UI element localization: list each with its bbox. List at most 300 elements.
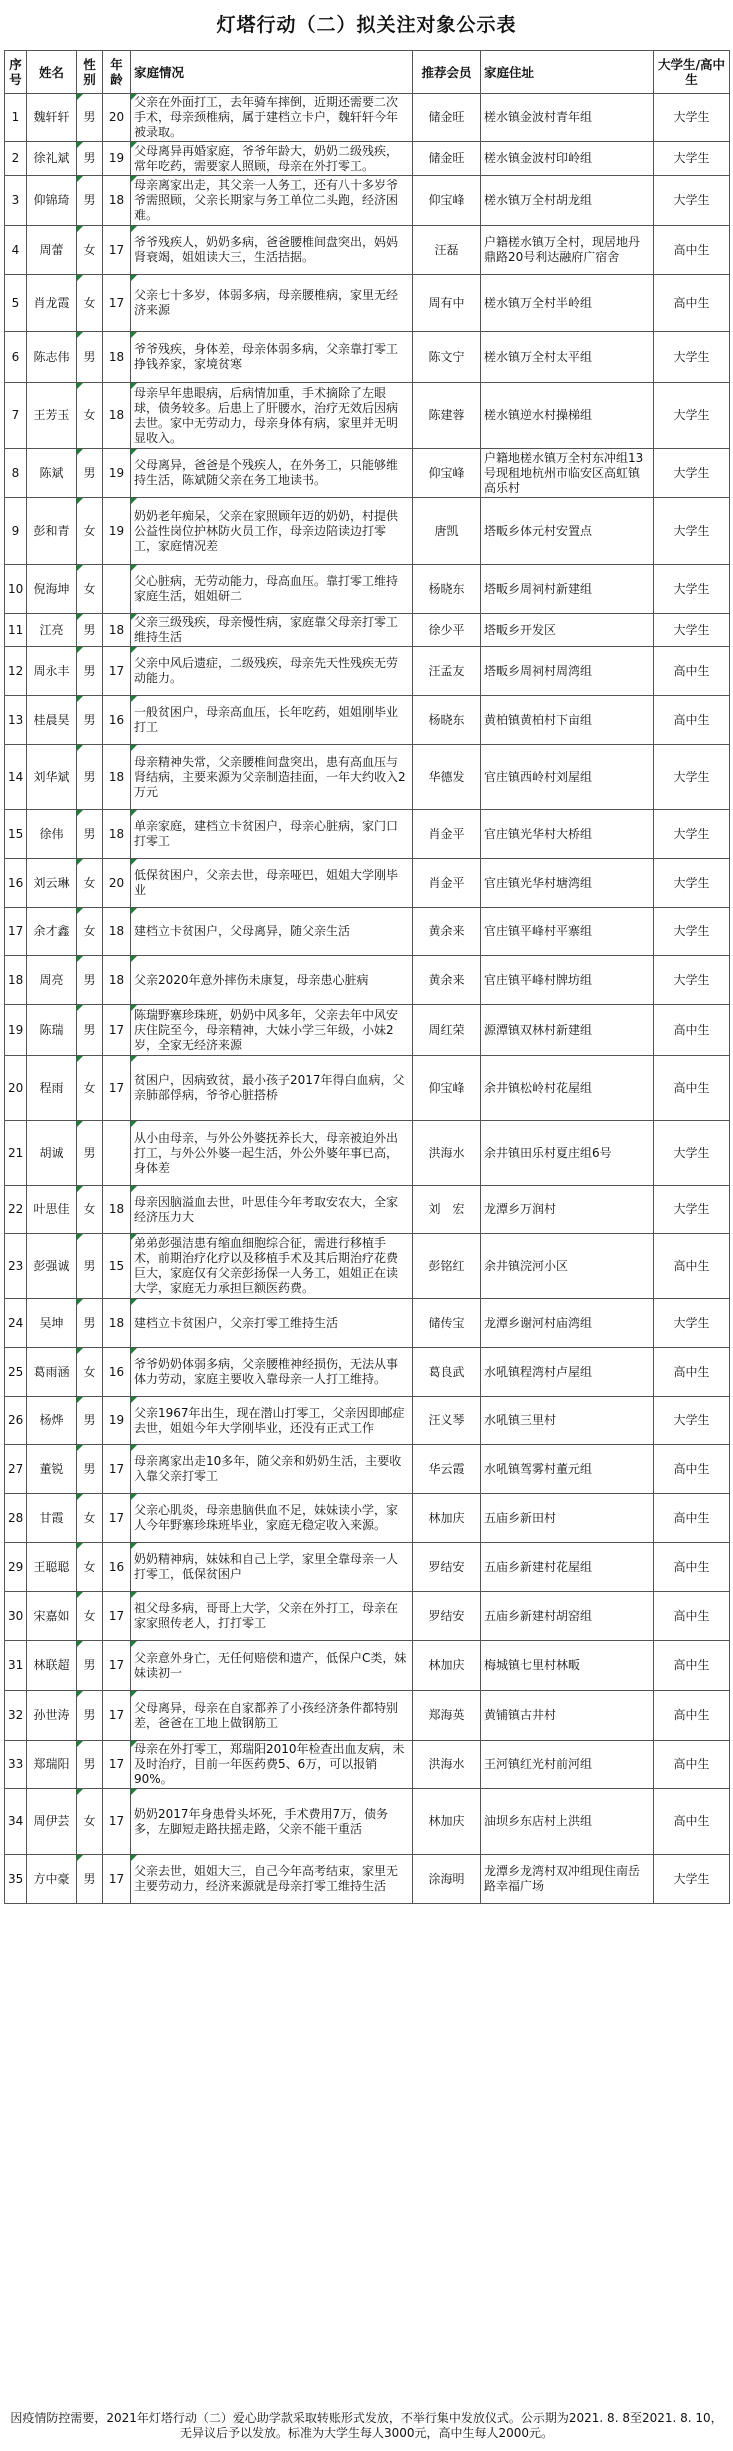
row-no: 17	[5, 908, 27, 956]
row-situation: 单亲家庭，建档立卡贫困户，母亲心脏病，家门口打零工	[131, 810, 413, 859]
row-level: 大学生	[654, 745, 730, 810]
row-age: 17	[103, 1691, 131, 1741]
row-situation: 建档立卡贫困户，父母离异，随父亲生活	[131, 908, 413, 956]
row-level: 大学生	[654, 614, 730, 647]
row-level: 高中生	[654, 1494, 730, 1543]
row-age: 19	[103, 1397, 131, 1445]
table-row	[5, 1494, 730, 1543]
row-gender: 男	[77, 449, 103, 498]
row-situation: 弟弟彭强洁患有缩血细胞综合征，需进行移植手术，前期治疗化疗以及移植手术及其后期治疗花费巨大，家庭仅有父亲彭扬保一人务工，姐姐正在读大学，家庭无力承担巨额医药费。	[131, 1234, 413, 1299]
row-no: 21	[5, 1121, 27, 1186]
row-gender: 女	[77, 226, 103, 275]
row-member: 罗结安	[413, 1592, 481, 1641]
row-age: 18	[103, 176, 131, 226]
row-name: 彭和青	[27, 498, 77, 565]
row-address: 槎水镇金波村青年组	[481, 94, 654, 142]
row-no: 8	[5, 449, 27, 498]
row-address: 余井镇田乐村夏庄组6号	[481, 1121, 654, 1186]
row-situation: 父亲在外面打工，去年骑车摔倒，近期还需要二次手术，母亲颈椎病，属于建档立卡户，魏轩轩今年被录取。	[131, 94, 413, 142]
row-member: 洪海水	[413, 1121, 481, 1186]
row-gender: 男	[77, 1005, 103, 1056]
row-name: 仰锦琦	[27, 176, 77, 226]
row-situation: 父亲2020年意外摔伤未康复，母亲患心脏病	[131, 956, 413, 1005]
row-no: 4	[5, 226, 27, 275]
row-level: 高中生	[654, 696, 730, 745]
row-name: 魏轩轩	[27, 94, 77, 142]
row-name: 周永丰	[27, 647, 77, 696]
row-address: 水吼镇三里村	[481, 1397, 654, 1445]
row-level: 高中生	[654, 275, 730, 332]
row-age: 17	[103, 1592, 131, 1641]
row-age: 18	[103, 956, 131, 1005]
row-no: 7	[5, 383, 27, 449]
row-name: 孙世涛	[27, 1691, 77, 1741]
row-name: 周伊芸	[27, 1789, 77, 1855]
row-situation: 陈瑞野寨珍珠班，奶奶中风多年，父亲去年中风安庆住院至今，母亲精神，大妹小学三年级，小妹2岁，全家无经济来源	[131, 1005, 413, 1056]
row-level: 大学生	[654, 1299, 730, 1348]
table-row	[5, 449, 730, 498]
row-name: 陈瑞	[27, 1005, 77, 1056]
row-no: 3	[5, 176, 27, 226]
row-gender: 女	[77, 1789, 103, 1855]
row-age: 18	[103, 810, 131, 859]
row-gender: 女	[77, 908, 103, 956]
row-name: 倪海坤	[27, 565, 77, 614]
row-member: 仰宝峰	[413, 1056, 481, 1121]
row-no: 16	[5, 859, 27, 908]
row-gender: 女	[77, 565, 103, 614]
table-row	[5, 1691, 730, 1741]
row-member: 储金旺	[413, 142, 481, 176]
row-name: 吴坤	[27, 1299, 77, 1348]
row-member: 周红荣	[413, 1005, 481, 1056]
table-header-row	[5, 51, 730, 94]
table-row	[5, 956, 730, 1005]
row-gender: 男	[77, 1299, 103, 1348]
row-level: 高中生	[654, 647, 730, 696]
row-no: 2	[5, 142, 27, 176]
table-row	[5, 1855, 730, 1904]
row-address: 槎水镇万全村胡龙组	[481, 176, 654, 226]
row-name: 叶思佳	[27, 1186, 77, 1234]
row-age: 18	[103, 332, 131, 383]
header-no: 序号	[5, 51, 27, 94]
table-row	[5, 1299, 730, 1348]
row-address: 龙潭乡龙湾村双冲组现住南岳路幸福广场	[481, 1855, 654, 1904]
row-level: 高中生	[654, 1641, 730, 1691]
row-age: 16	[103, 1543, 131, 1592]
row-gender: 女	[77, 383, 103, 449]
row-member: 林加庆	[413, 1789, 481, 1855]
table-row	[5, 1741, 730, 1789]
row-address: 五庙乡新建村胡窑组	[481, 1592, 654, 1641]
row-address: 槎水镇逆水村操梯组	[481, 383, 654, 449]
table-row	[5, 614, 730, 647]
row-level: 高中生	[654, 1056, 730, 1121]
row-no: 35	[5, 1855, 27, 1904]
row-level: 大学生	[654, 449, 730, 498]
row-member: 杨晓东	[413, 565, 481, 614]
row-member: 陈建蓉	[413, 383, 481, 449]
row-member: 储金旺	[413, 94, 481, 142]
row-gender: 男	[77, 1121, 103, 1186]
row-address: 户籍槎水镇万全村，现居地丹鼎路20号利达融府广宿舍	[481, 226, 654, 275]
row-no: 26	[5, 1397, 27, 1445]
row-level: 高中生	[654, 1445, 730, 1494]
row-level: 大学生	[654, 908, 730, 956]
row-situation: 建档立卡贫困户，父亲打零工维持生活	[131, 1299, 413, 1348]
row-age: 17	[103, 1641, 131, 1691]
row-name: 胡诚	[27, 1121, 77, 1186]
row-level: 高中生	[654, 1348, 730, 1397]
row-name: 王芳玉	[27, 383, 77, 449]
row-level: 大学生	[654, 956, 730, 1005]
row-address: 塔畈乡开发区	[481, 614, 654, 647]
row-age: 17	[103, 275, 131, 332]
row-situation: 奶奶老年痴呆，父亲在家照顾年迈的奶奶，村提供公益性岗位护林防火员工作，母亲边陪读边打零工，家庭情况差	[131, 498, 413, 565]
row-name: 周亮	[27, 956, 77, 1005]
row-member: 汪义琴	[413, 1397, 481, 1445]
row-address: 余井镇浣河小区	[481, 1234, 654, 1299]
header-gender: 性别	[77, 51, 103, 94]
row-gender: 男	[77, 810, 103, 859]
row-age: 18	[103, 908, 131, 956]
row-level: 大学生	[654, 1186, 730, 1234]
row-no: 9	[5, 498, 27, 565]
row-situation: 母亲因脑溢血去世，叶思佳今年考取安农大，全家经济压力大	[131, 1186, 413, 1234]
header-age: 年龄	[103, 51, 131, 94]
row-no: 24	[5, 1299, 27, 1348]
table-row	[5, 810, 730, 859]
table-row	[5, 332, 730, 383]
header-address: 家庭住址	[481, 51, 654, 94]
row-address: 塔畈乡周祠村新建组	[481, 565, 654, 614]
row-member: 储传宝	[413, 1299, 481, 1348]
table-row	[5, 1186, 730, 1234]
row-address: 水吼镇驾雾村董元组	[481, 1445, 654, 1494]
table-row	[5, 383, 730, 449]
row-age: 18	[103, 1299, 131, 1348]
row-age: 16	[103, 1348, 131, 1397]
row-situation: 母亲离家出走，其父亲一人务工，还有八十多岁爷爷需照顾，父亲长期家与务工单位二头跑，经济困难。	[131, 176, 413, 226]
row-member: 刘 宏	[413, 1186, 481, 1234]
row-address: 官庄镇光华村塘湾组	[481, 859, 654, 908]
row-gender: 男	[77, 1397, 103, 1445]
row-name: 徐伟	[27, 810, 77, 859]
row-address: 槎水镇万全村太平组	[481, 332, 654, 383]
page-title: 灯塔行动（二）拟关注对象公示表	[216, 14, 517, 36]
row-no: 14	[5, 745, 27, 810]
row-age: 18	[103, 383, 131, 449]
row-age: 17	[103, 226, 131, 275]
row-age: 16	[103, 696, 131, 745]
row-gender: 男	[77, 1234, 103, 1299]
table-row	[5, 1056, 730, 1121]
row-address: 官庄镇平峰村平寨组	[481, 908, 654, 956]
row-no: 18	[5, 956, 27, 1005]
row-gender: 女	[77, 1186, 103, 1234]
row-age: 20	[103, 859, 131, 908]
row-name: 王聪聪	[27, 1543, 77, 1592]
row-member: 林加庆	[413, 1494, 481, 1543]
row-situation: 母亲离家出走10多年，随父亲和奶奶生活，主要收入靠父亲打零工	[131, 1445, 413, 1494]
row-address: 五庙乡新建村花屋组	[481, 1543, 654, 1592]
row-level: 大学生	[654, 1121, 730, 1186]
row-member: 葛良武	[413, 1348, 481, 1397]
row-member: 黄余来	[413, 908, 481, 956]
row-level: 高中生	[654, 1005, 730, 1056]
row-gender: 男	[77, 956, 103, 1005]
row-member: 仰宝峰	[413, 449, 481, 498]
table-row	[5, 1592, 730, 1641]
table-row	[5, 859, 730, 908]
row-address: 塔畈乡周祠村周湾组	[481, 647, 654, 696]
row-level: 高中生	[654, 1691, 730, 1741]
row-gender: 女	[77, 1494, 103, 1543]
row-gender: 男	[77, 142, 103, 176]
header-name: 姓名	[27, 51, 77, 94]
row-age: 18	[103, 1186, 131, 1234]
row-gender: 女	[77, 498, 103, 565]
row-member: 徐少平	[413, 614, 481, 647]
row-address: 官庄镇光华村大桥组	[481, 810, 654, 859]
row-no: 30	[5, 1592, 27, 1641]
row-address: 官庄镇西岭村刘屋组	[481, 745, 654, 810]
row-address: 水吼镇程湾村卢屋组	[481, 1348, 654, 1397]
table-row	[5, 1121, 730, 1186]
header-level: 大学生/高中生	[654, 51, 730, 94]
row-age: 19	[103, 498, 131, 565]
row-situation: 爷爷残疾人，奶奶多病，爸爸腰椎间盘突出，妈妈肾衰竭，姐姐读大三，生活拮据。	[131, 226, 413, 275]
row-no: 12	[5, 647, 27, 696]
row-name: 桂晨昊	[27, 696, 77, 745]
row-situation: 奶奶2017年身患骨头坏死，手术费用7万，债务多，左脚短走路扶摇走路，父亲不能干重活	[131, 1789, 413, 1855]
row-address: 黄铺镇古井村	[481, 1691, 654, 1741]
header-member: 推荐会员	[413, 51, 481, 94]
row-member: 华云霞	[413, 1445, 481, 1494]
row-situation: 父母离异，爸爸是个残疾人，在外务工，只能够维持生活，陈斌随父亲在务工地读书。	[131, 449, 413, 498]
row-name: 郑瑞阳	[27, 1741, 77, 1789]
row-address: 龙潭乡谢河村庙湾组	[481, 1299, 654, 1348]
announcement-table	[4, 50, 730, 1904]
row-name: 江亮	[27, 614, 77, 647]
row-member: 汪孟友	[413, 647, 481, 696]
row-level: 高中生	[654, 1543, 730, 1592]
row-address: 王河镇红光村前河组	[481, 1741, 654, 1789]
row-gender: 男	[77, 332, 103, 383]
row-level: 高中生	[654, 1789, 730, 1855]
table-row	[5, 696, 730, 745]
row-no: 33	[5, 1741, 27, 1789]
row-level: 大学生	[654, 176, 730, 226]
row-address: 槎水镇万全村半岭组	[481, 275, 654, 332]
row-no: 23	[5, 1234, 27, 1299]
row-no: 13	[5, 696, 27, 745]
row-situation: 爷爷残疾，身体差，母亲体弱多病，父亲靠打零工挣钱养家，家境贫寒	[131, 332, 413, 383]
row-name: 周蕾	[27, 226, 77, 275]
row-address: 梅城镇七里村林畈	[481, 1641, 654, 1691]
row-member: 周有中	[413, 275, 481, 332]
row-situation: 父心脏病，无劳动能力，母高血压。靠打零工维持家庭生活，姐姐研二	[131, 565, 413, 614]
row-situation: 父母离异再婚家庭，爷爷年龄大，奶奶二级残疾，常年吃药，需要家人照顾，母亲在外打零工。	[131, 142, 413, 176]
row-member: 华德发	[413, 745, 481, 810]
row-member: 汪磊	[413, 226, 481, 275]
table-row	[5, 226, 730, 275]
table-row	[5, 1445, 730, 1494]
row-name: 肖龙霞	[27, 275, 77, 332]
row-age: 17	[103, 647, 131, 696]
row-situation: 母亲在外打零工，郑瑞阳2010年检查出血友病，未及时治疗，目前一年医药费5、6万，可以报销90%。	[131, 1741, 413, 1789]
row-age: 17	[103, 1056, 131, 1121]
row-no: 20	[5, 1056, 27, 1121]
row-member: 涂海明	[413, 1855, 481, 1904]
row-gender: 男	[77, 696, 103, 745]
table-row	[5, 498, 730, 565]
row-situation: 父亲中风后遗症，二级残疾，母亲先天性残疾无劳动能力。	[131, 647, 413, 696]
row-age	[103, 565, 131, 614]
table-row	[5, 1641, 730, 1691]
row-name: 甘霞	[27, 1494, 77, 1543]
table-row	[5, 647, 730, 696]
row-gender: 男	[77, 614, 103, 647]
row-no: 15	[5, 810, 27, 859]
row-gender: 男	[77, 1641, 103, 1691]
row-level: 高中生	[654, 1592, 730, 1641]
table-row	[5, 1789, 730, 1855]
row-situation: 父母离异，母亲在自家都养了小孩经济条件都特别差，爸爸在工地上做钢筋工	[131, 1691, 413, 1741]
row-level: 大学生	[654, 332, 730, 383]
row-member: 杨晓东	[413, 696, 481, 745]
row-age: 15	[103, 1234, 131, 1299]
row-situation: 奶奶精神病，妹妹和自己上学，家里全靠母亲一人打零工，低保贫困户	[131, 1543, 413, 1592]
row-address: 龙潭乡万润村	[481, 1186, 654, 1234]
row-gender: 男	[77, 1445, 103, 1494]
table-row	[5, 94, 730, 142]
row-gender: 男	[77, 94, 103, 142]
row-age: 19	[103, 142, 131, 176]
row-level: 大学生	[654, 498, 730, 565]
row-no: 19	[5, 1005, 27, 1056]
row-gender: 男	[77, 647, 103, 696]
row-level: 大学生	[654, 1855, 730, 1904]
table-row	[5, 1005, 730, 1056]
row-level: 大学生	[654, 859, 730, 908]
row-member: 黄余来	[413, 956, 481, 1005]
row-member: 陈文宁	[413, 332, 481, 383]
table-row	[5, 275, 730, 332]
row-name: 陈斌	[27, 449, 77, 498]
table-row	[5, 745, 730, 810]
row-address: 油坝乡东店村上洪组	[481, 1789, 654, 1855]
row-age: 17	[103, 1005, 131, 1056]
row-age	[103, 1121, 131, 1186]
row-age: 17	[103, 1445, 131, 1494]
row-member: 郑海英	[413, 1691, 481, 1741]
row-no: 34	[5, 1789, 27, 1855]
row-member: 洪海水	[413, 1741, 481, 1789]
row-no: 27	[5, 1445, 27, 1494]
row-gender: 男	[77, 1855, 103, 1904]
row-name: 刘华斌	[27, 745, 77, 810]
row-gender: 男	[77, 1691, 103, 1741]
row-situation: 父亲三级残疾，母亲慢性病，家庭靠父母亲打零工维持生活	[131, 614, 413, 647]
table-row	[5, 1348, 730, 1397]
row-name: 余才鑫	[27, 908, 77, 956]
row-no: 31	[5, 1641, 27, 1691]
row-situation: 母亲早年患眼病，后病情加重，手术摘除了左眼球，债务较多。后患上了肝腰水，治疗无效后因病去世。家中无劳动力，母亲身体有病，家里并无明显收入。	[131, 383, 413, 449]
row-level: 高中生	[654, 1234, 730, 1299]
row-level: 大学生	[654, 383, 730, 449]
row-gender: 女	[77, 859, 103, 908]
table-row	[5, 176, 730, 226]
row-no: 6	[5, 332, 27, 383]
footer-note: 因疫情防控需要，2021年灯塔行动（二）爱心助学款采取转账形式发放，不举行集中发放仪式。公示期为2021. 8. 8至2021. 8. 10，无异议后予以发放。标准为大学生每人3000元，高中生每人2000元。	[10, 2411, 723, 2440]
row-situation: 父亲意外身亡，无任何赔偿和遗产，低保户C类，妹妹读初一	[131, 1641, 413, 1691]
row-address: 户籍地槎水镇万全村东冲组13号现租地杭州市临安区高虹镇高乐村	[481, 449, 654, 498]
table-row	[5, 1397, 730, 1445]
row-no: 1	[5, 94, 27, 142]
row-name: 方中豪	[27, 1855, 77, 1904]
row-address: 塔畈乡体元村安置点	[481, 498, 654, 565]
row-member: 肖金平	[413, 859, 481, 908]
row-situation: 从小由母亲，与外公外婆抚养长大，母亲被迫外出打工，与外公外婆一起生活，外公外婆年事已高，身体差	[131, 1121, 413, 1186]
row-no: 11	[5, 614, 27, 647]
row-name: 葛雨涵	[27, 1348, 77, 1397]
row-name: 程雨	[27, 1056, 77, 1121]
row-gender: 女	[77, 1543, 103, 1592]
row-gender: 男	[77, 745, 103, 810]
row-name: 彭强诚	[27, 1234, 77, 1299]
row-name: 宋嘉如	[27, 1592, 77, 1641]
row-age: 20	[103, 94, 131, 142]
row-level: 大学生	[654, 94, 730, 142]
table-row	[5, 1234, 730, 1299]
row-situation: 一般贫困户，母亲高血压，长年吃药，姐姐刚毕业打工	[131, 696, 413, 745]
row-gender: 女	[77, 1592, 103, 1641]
row-situation: 爷爷奶奶体弱多病，父亲腰椎神经损伤，无法从事体力劳动，家庭主要收入靠母亲一人打工维持。	[131, 1348, 413, 1397]
row-address: 余井镇松岭村花屋组	[481, 1056, 654, 1121]
row-situation: 父亲心肌炎，母亲患脑供血不足，妹妹读小学，家人今年野寨珍珠班毕业，家庭无稳定收入来源。	[131, 1494, 413, 1543]
row-name: 林联超	[27, 1641, 77, 1691]
header-situation: 家庭情况	[131, 51, 413, 94]
row-gender: 女	[77, 1056, 103, 1121]
row-no: 5	[5, 275, 27, 332]
row-situation: 父亲1967年出生，现在潜山打零工，父亲因即邮症去世，姐姐今年大学刚毕业，还没有正式工作	[131, 1397, 413, 1445]
row-situation: 母亲精神失常，父亲腰椎间盘突出，患有高血压与肾结病，主要来源为父亲制造挂面，一年大约收入2万元	[131, 745, 413, 810]
row-situation: 父亲去世，姐姐大三，自己今年高考结束，家里无主要劳动力，经济来源就是母亲打零工维持生活	[131, 1855, 413, 1904]
row-name: 陈志伟	[27, 332, 77, 383]
row-no: 29	[5, 1543, 27, 1592]
row-name: 董锐	[27, 1445, 77, 1494]
row-address: 官庄镇平峰村牌坊组	[481, 956, 654, 1005]
row-age: 18	[103, 745, 131, 810]
row-situation: 祖父母多病，哥哥上大学，父亲在外打工，母亲在家家照传老人，打打零工	[131, 1592, 413, 1641]
row-level: 大学生	[654, 1397, 730, 1445]
row-gender: 男	[77, 1741, 103, 1789]
row-member: 彭铭红	[413, 1234, 481, 1299]
row-gender: 女	[77, 1348, 103, 1397]
row-member: 林加庆	[413, 1641, 481, 1691]
row-address: 黄柏镇黄柏村下亩组	[481, 696, 654, 745]
row-age: 17	[103, 1494, 131, 1543]
row-no: 10	[5, 565, 27, 614]
table-row	[5, 565, 730, 614]
row-address: 五庙乡新田村	[481, 1494, 654, 1543]
row-level: 大学生	[654, 142, 730, 176]
row-address: 槎水镇金波村印岭组	[481, 142, 654, 176]
row-no: 28	[5, 1494, 27, 1543]
row-gender: 女	[77, 275, 103, 332]
